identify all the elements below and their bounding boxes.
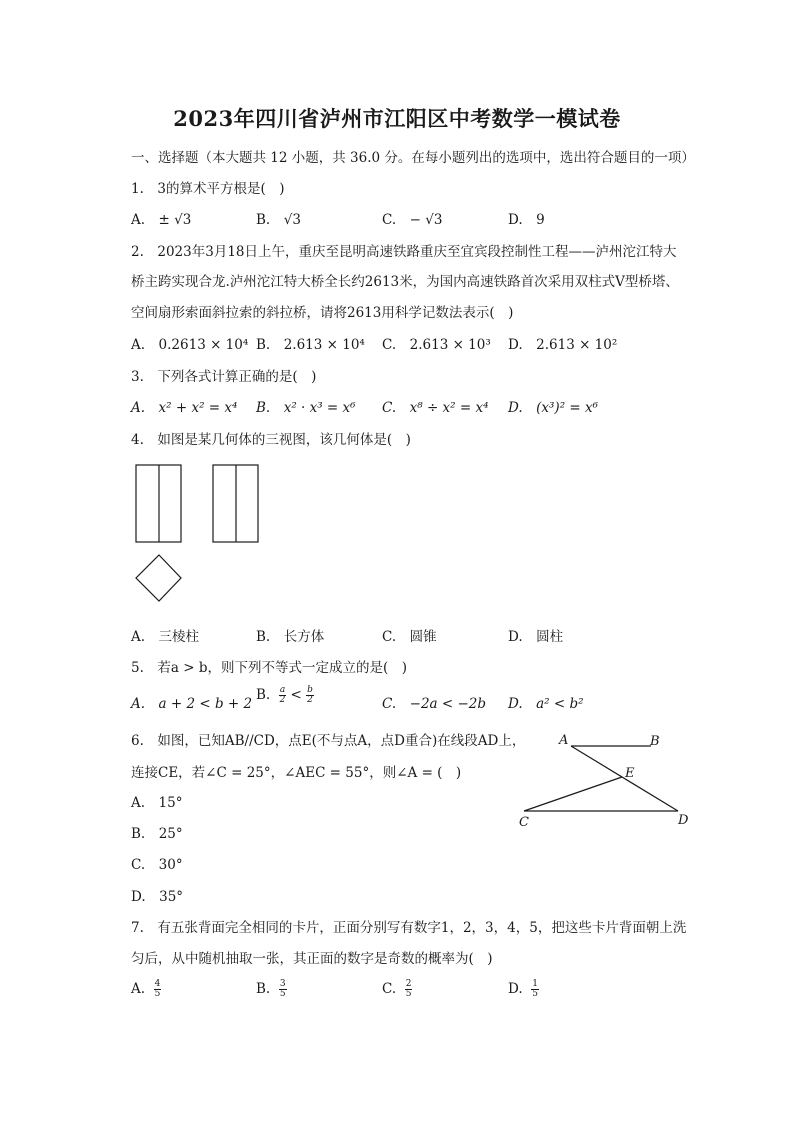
question-6-line-2: 连接CE，若∠C = 25°，∠AEC = 55°，则∠A = ( ) xyxy=(131,765,462,781)
question-7-option-c xyxy=(382,980,412,999)
question-2-option-b: B. 2.613 × 10⁴ xyxy=(256,337,365,353)
option-b-label: B. xyxy=(256,981,271,997)
question-5-option-d: D. a² < b² xyxy=(508,696,584,712)
question-7-option-a xyxy=(131,980,161,999)
question-5-option-a: A. a + 2 < b + 2 xyxy=(131,696,253,712)
question-7-line-2: 匀后，从中随机抽取一张，其正面的数字是奇数的概率为( ) xyxy=(131,951,493,967)
fraction-b-over-2: $\frac{b}{2}$ xyxy=(307,685,313,705)
question-2-line-2: 桥主跨实现合龙.泸州沱江特大桥全长约2613米，为国内高速铁路首次采用双柱式V型桥塔、 xyxy=(131,274,679,290)
label-point-e: E xyxy=(625,766,635,781)
question-3-option-c: C. x⁸ ÷ x² = x⁴ xyxy=(382,400,489,416)
three-view-figure xyxy=(130,460,270,610)
question-7-line-1: 7. 有五张背面完全相同的卡片，正面分别写有数字1，2，3，4，5，把这些卡片背面朝上洗 xyxy=(131,920,687,936)
question-7-option-b xyxy=(256,980,287,999)
page-title: 2023年四川省泸州市江阳区中考数学一模试卷 xyxy=(173,106,621,131)
question-3-stem: 3. 下列各式计算正确的是( ) xyxy=(131,369,317,385)
question-7-option-d xyxy=(508,980,539,999)
option-d-label: D. xyxy=(508,981,523,997)
question-6-option-b: B. 25° xyxy=(131,826,183,842)
question-2-line-3: 空间扇形索面斜拉索的斜拉桥，请将2613用科学记数法表示( ) xyxy=(131,305,514,321)
fraction-1-over-5: $\frac{1}{5}$ xyxy=(532,979,538,999)
question-2-option-d: D. 2.613 × 10² xyxy=(508,337,618,353)
option-b-label: B. xyxy=(256,687,271,703)
fraction-a-over-2: $\frac{a}{2}$ xyxy=(279,685,286,705)
question-5-option-b xyxy=(256,686,314,705)
segment-ce xyxy=(524,777,622,811)
question-4-option-b: B. 长方体 xyxy=(256,629,325,645)
option-a-label: A. xyxy=(131,981,146,997)
question-6-option-a: A. 15° xyxy=(131,795,183,811)
label-point-b: B xyxy=(650,734,660,749)
label-point-a: A xyxy=(559,733,569,748)
geometry-figure xyxy=(510,728,700,832)
question-6-option-c: C. 30° xyxy=(131,857,183,873)
fraction-3-over-5: $\frac{3}{5}$ xyxy=(279,979,286,999)
option-c-label: C. xyxy=(382,981,397,997)
question-1-stem: 1. 3的算术平方根是( ) xyxy=(131,181,285,197)
question-1-option-c: C. − √3 xyxy=(382,212,443,228)
side-view xyxy=(213,465,258,542)
top-view-square xyxy=(136,555,181,601)
question-5-stem: 5. 若a > b，则下列不等式一定成立的是( ) xyxy=(131,660,407,676)
question-1-option-b: B. √3 xyxy=(256,212,301,228)
question-4-stem: 4. 如图是某几何体的三视图，该几何体是( ) xyxy=(131,432,411,448)
fraction-2-over-5: $\frac{2}{5}$ xyxy=(405,979,412,999)
question-1-option-a: A. ± √3 xyxy=(131,212,192,228)
section-header: 一、选择题（本大题共 12 小题，共 36.0 分。在每小题列出的选项中，选出符合题目的一项） xyxy=(131,150,695,166)
question-4-option-c: C. 圆锥 xyxy=(382,629,437,645)
question-4-option-a: A. 三棱柱 xyxy=(131,629,200,645)
question-2-line-1: 2. 2023年3月18日上午，重庆至昆明高速铁路重庆至宜宾段控制性工程——泸州沱江特大 xyxy=(131,244,677,260)
question-3-option-d: D. (x³)² = x⁶ xyxy=(508,400,599,416)
question-1-option-d: D. 9 xyxy=(508,212,545,228)
question-6-line-1: 6. 如图，已知AB//CD，点E(不与点A，点D重合)在线段AD上， xyxy=(131,733,526,749)
question-4-option-d: D. 圆柱 xyxy=(508,629,564,645)
question-2-option-a: A. 0.2613 × 10⁴ xyxy=(131,337,249,353)
label-point-d: D xyxy=(678,813,689,828)
question-5-option-c: C. −2a < −2b xyxy=(382,696,487,712)
fraction-4-over-5: $\frac{4}{5}$ xyxy=(154,979,161,999)
less-than-sign: < xyxy=(290,687,302,703)
question-2-option-c: C. 2.613 × 10³ xyxy=(382,337,491,353)
question-3-option-a: A. x² + x² = x⁴ xyxy=(131,400,238,416)
question-3-option-b: B. x² · x³ = x⁶ xyxy=(256,400,356,416)
question-6-option-d: D. 35° xyxy=(131,889,184,905)
label-point-c: C xyxy=(519,815,529,830)
front-view xyxy=(136,465,181,542)
